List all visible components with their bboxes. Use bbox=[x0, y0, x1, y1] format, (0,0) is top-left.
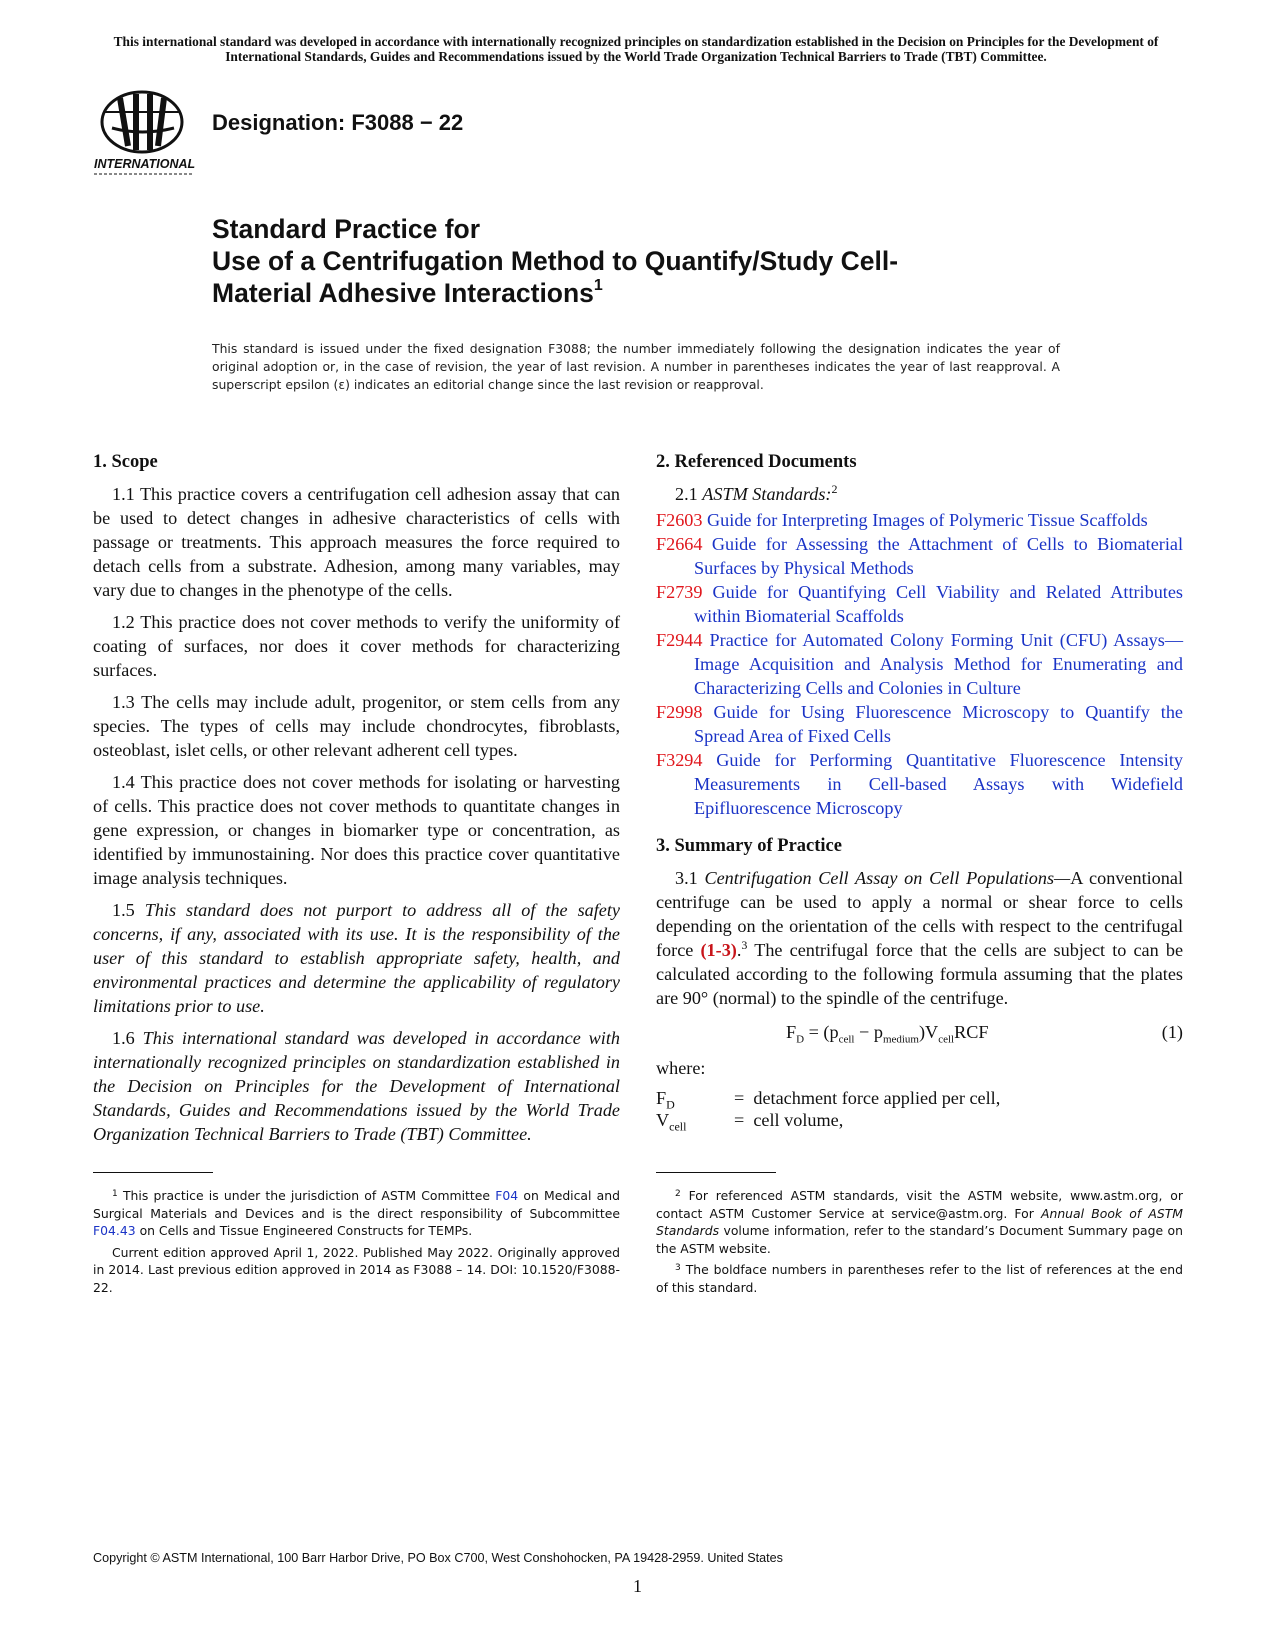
committee-link-f04[interactable]: F04 bbox=[495, 1188, 519, 1203]
document-title bbox=[212, 213, 1012, 309]
footnote-1 bbox=[93, 1187, 620, 1240]
footnote-2 bbox=[656, 1187, 1183, 1257]
summary-3-1: 3.1 Centrifugation Cell Assay on Cell Populations—A conventional centrifuge can be used to apply a normal or shear force to cells depending on the orientation of the cells with respect to the centrifugal force (1-3).$^3$ The centrifugal force that the cells are subject to can be calculated according to the following formula assuming that the plates are 90° (normal) to the spindle of the centrifuge. bbox=[656, 868, 1184, 1008]
equation-number: (1) bbox=[1161, 1022, 1183, 1042]
issue-note: This standard is issued under the fixed designation F3088; the number immediately following the designation indicates the year of original adoption or, in the case of revision, the year of last revision. A number in parentheses indicates the year of last reapproval. A superscript epsilon (ε) indicates an editorial change since the last revision or reapproval. bbox=[212, 341, 1060, 392]
scope-1-5 bbox=[93, 898, 620, 1018]
scope-1-6-num: 1.6 bbox=[112, 1028, 135, 1048]
scope-1-6 bbox=[93, 1026, 620, 1146]
footnote-2-ital: Annual Book of ASTM Standards bbox=[656, 1205, 1183, 1238]
definition-equals: = bbox=[734, 1088, 745, 1108]
reference-title[interactable]: Guide for Assessing the Attachment of Cells to Biomaterial Surfaces by Physical Methods bbox=[694, 534, 1183, 578]
scope-1-2: 1.2 This practice does not cover methods to verify the uniformity of coating of surfaces, nor does it cover methods for characterizing surfaces. bbox=[93, 612, 620, 680]
scope-1-6-text: This international standard was developed in accordance with internationally recognized principles on standardization established in the Decision on Principles for the Development of International Standards, Guides and Recommendations issued by the World Trade Organization Technical Barriers to Trade (TBT) Committee. bbox=[93, 1028, 621, 1144]
logo-text: INTERNATIONAL bbox=[94, 157, 196, 171]
reference-item[interactable] bbox=[656, 628, 1183, 700]
title-footnote-mark: 1 bbox=[593, 277, 603, 294]
reference-item[interactable] bbox=[656, 508, 1183, 532]
equation-1 bbox=[656, 1020, 1183, 1050]
definition-symbol: $F_D$ bbox=[656, 1088, 675, 1112]
reference-item[interactable] bbox=[656, 748, 1183, 820]
reference-item[interactable] bbox=[656, 700, 1183, 748]
footnote-1-mark: 1 bbox=[112, 1189, 118, 1199]
definition-row bbox=[656, 1108, 1183, 1134]
footnote-rule-right bbox=[656, 1172, 776, 1173]
footnotes-left bbox=[93, 1187, 620, 1300]
reference-title[interactable]: Guide for Using Fluorescence Microscopy to Quantify the Spread Area of Fixed Cells bbox=[694, 702, 1184, 746]
reference-title[interactable]: Guide for Quantifying Cell Viability and Related Attributes within Biomaterial Scaffolds bbox=[694, 582, 1183, 626]
scope-1-4: 1.4 This practice does not cover methods for isolating or harvesting of cells. This practice does not cover methods to quantitate changes in gene expression, or changes in biomarker type or concentration, as identified by immunostaining. Nor does this practice cover quantitative image analysis techniques. bbox=[93, 772, 620, 888]
scope-1-5-text: This standard does not purport to address all of the safety concerns, if any, associated with its use. It is the responsibility of the user of this standard to establish appropriate safety, health, and environmental practices and determine the applicability of regulatory limitations prior to use. bbox=[93, 900, 621, 1016]
subcommittee-link-f04-43[interactable]: F04.43 bbox=[93, 1223, 136, 1238]
right-column bbox=[656, 450, 1184, 1134]
footnote-3 bbox=[656, 1261, 1183, 1296]
footnote-2-text-a: For referenced ASTM standards, visit the ASTM website, www.astm.org, or contact ASTM Customer Service at service@astm.org. For bbox=[656, 1188, 1183, 1221]
title-line-1: Standard Practice for bbox=[212, 214, 481, 244]
footnote-1-text-a: This practice is under the jurisdiction of ASTM Committee bbox=[122, 1188, 491, 1203]
summary-ital: Centrifugation Cell Assay on Cell Populations— bbox=[704, 868, 1071, 888]
equation-expression: $F_D = (p_{cell} - p_{medium})V_{cell}RCF$ bbox=[786, 1022, 989, 1046]
footnote-1-edition: Current edition approved April 1, 2022. Published May 2022. Originally approved in 2014. Last previous edition approved in 2014 as F3088 – 14. DOI: 10.1520/F3088-22. bbox=[93, 1244, 620, 1295]
reference-link-1-3[interactable]: (1-3) bbox=[700, 940, 737, 960]
referenced-sub-num: 2.1 bbox=[675, 484, 698, 504]
page-number: 1 bbox=[633, 1576, 642, 1596]
reference-item[interactable] bbox=[656, 532, 1183, 580]
title-line-3: Material Adhesive Interactions bbox=[212, 278, 594, 308]
scope-1-5-num: 1.5 bbox=[112, 900, 135, 920]
referenced-sub-label: ASTM Standards: bbox=[702, 484, 832, 504]
astm-logo bbox=[92, 88, 198, 180]
where-label: where: bbox=[656, 1058, 706, 1078]
reference-code[interactable]: F2664 bbox=[656, 534, 703, 554]
scope-heading: 1. Scope bbox=[93, 452, 158, 472]
reference-code[interactable]: F2739 bbox=[656, 582, 703, 602]
designation: Designation: F3088 − 22 bbox=[212, 110, 464, 135]
footnote-3-mark: 3 bbox=[675, 1263, 681, 1273]
footnote-rule-left bbox=[93, 1172, 213, 1173]
summary-text-b: The centrifugal force that the cells are subject to can be calculated according to the following formula assuming that the plates are 90° (normal) to the spindle of the centrifuge. bbox=[656, 940, 1184, 1008]
reference-code[interactable]: F2944 bbox=[656, 630, 703, 650]
reference-title[interactable]: Guide for Performing Quantitative Fluorescence Intensity Measurements in Cell-based Assays with Widefield Epifluorescence Microscopy bbox=[694, 750, 1183, 818]
scope-1-1: 1.1 This practice covers a centrifugation cell adhesion assay that can be used to detect changes in adhesive characteristics of cells with passage or treatments. This approach measures the force required to detach cells from a substrate. Adhesion, among many variables, may vary due to changes in the phenotype of the cells. bbox=[93, 484, 620, 600]
reference-code[interactable]: F2603 bbox=[656, 510, 703, 530]
footnote-2-mark: 2 bbox=[675, 1189, 681, 1199]
footnote-3-text: The boldface numbers in parentheses refer to the list of references at the end of this standard. bbox=[656, 1262, 1183, 1295]
summary-ref-mark: 3 bbox=[741, 938, 748, 952]
definition-equals: = bbox=[734, 1110, 745, 1130]
left-column bbox=[93, 450, 620, 1154]
reference-list bbox=[656, 508, 1183, 820]
footnote-2-text-b: volume information, refer to the standard’s Document Summary page on the ASTM website. bbox=[656, 1223, 1183, 1256]
referenced-heading: 2. Referenced Documents bbox=[656, 452, 857, 472]
top-notice: This international standard was developed in accordance with internationally recognized principles on standardization established in the Decision on Principles for the Development of International Standards, Guides and Recommendations issued by the World Trade Organization Technical Barriers to Trade (TBT) Committee. bbox=[113, 34, 1159, 64]
summary-num: 3.1 bbox=[675, 868, 698, 888]
footnote-1-text-b: on Medical and Surgical Materials and Devices and is the direct responsibility of Subcommittee bbox=[93, 1188, 620, 1221]
astm-standards-label bbox=[656, 482, 1183, 506]
definition-row bbox=[656, 1086, 1183, 1112]
footnote-1-text-c: on Cells and Tissue Engineered Constructs for TEMPs. bbox=[139, 1223, 473, 1238]
title-line-2: Use of a Centrifugation Method to Quantify/Study Cell- bbox=[212, 246, 899, 276]
reference-code[interactable]: F2998 bbox=[656, 702, 703, 722]
reference-title[interactable]: Guide for Interpreting Images of Polymeric Tissue Scaffolds bbox=[707, 510, 1148, 530]
reference-code[interactable]: F3294 bbox=[656, 750, 703, 770]
scope-1-3: 1.3 The cells may include adult, progenitor, or stem cells from any species. The types of cells may include chondrocytes, fibroblasts, osteoblast, islet cells, or other relevant adherent cell types. bbox=[93, 692, 620, 760]
copyright: Copyright © ASTM International, 100 Barr Harbor Drive, PO Box C700, West Conshohocken, PA 19428-2959. United States bbox=[93, 1551, 783, 1565]
referenced-sub-mark: 2 bbox=[831, 482, 838, 496]
footnotes-right bbox=[656, 1187, 1183, 1300]
definition-symbol: $V_{cell}$ bbox=[656, 1110, 687, 1134]
summary-heading: 3. Summary of Practice bbox=[656, 836, 842, 856]
reference-title[interactable]: Practice for Automated Colony Forming Unit (CFU) Assays—Image Acquisition and Analysis Method for Enumerating and Characterizing Cells and Colonies in Culture bbox=[694, 630, 1184, 698]
definition-text: detachment force applied per cell, bbox=[753, 1088, 1001, 1108]
reference-item[interactable] bbox=[656, 580, 1183, 628]
definition-text: cell volume, bbox=[753, 1110, 844, 1130]
summary-text-a: A conventional centrifuge can be used to apply a normal or shear force to cells depending on the orientation of the cells with respect to the centrifugal force bbox=[656, 868, 1183, 960]
